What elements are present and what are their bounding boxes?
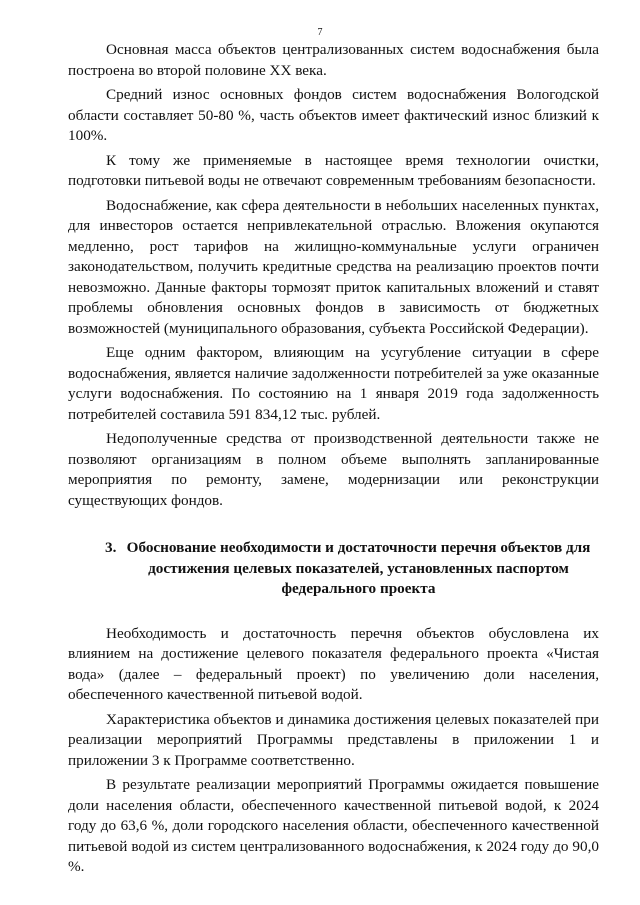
paragraph-consumer-debt: Еще одним фактором, влияющим на усугубление ситуации в сфере водоснабжения, является наличие задолженности потребителей за уже оказанные услуги водоснабжения. По состоянию на 1 января 2019 года задолженность потребителей составила 591 834,12 тыс. рублей. bbox=[68, 344, 599, 423]
paragraph-treatment-technology: К тому же применяемые в настоящее время технологии очистки, подготовки питьевой воды не отвечают современным требованиям безопасности. bbox=[68, 151, 599, 189]
section-title: Обоснование необходимости и достаточности перечня объектов для достижения целевых показателей, установленных паспортом федерального проекта bbox=[126, 539, 591, 597]
paragraph-object-list-rationale: Необходимость и достаточность перечня объектов обусловлена их влиянием на достижение целевого показателя федерального проекта «Чистая вода» (далее – федеральный проект) по увеличению доли населения, обеспеченного качественной питьевой водой. bbox=[68, 624, 599, 703]
paragraph-investment-attractiveness: Водоснабжение, как сфера деятельности в небольших населенных пунктах, для инвесторов остается непривлекательной отраслью. Вложения окупаются медленно, рост тарифов на жилищно-коммунальные услуги ограничен законодательством, получить кредитные средства на реализацию проектов почти невозможно. Данные факторы тормозят приток капитальных вложений и ставят проблемы обновления основных фондов в зависимость от бюджетных возможностей (муниципального образования, субъекта Российской Федерации). bbox=[68, 196, 599, 337]
document-body bbox=[68, 40, 599, 878]
section-heading bbox=[68, 538, 599, 600]
paragraph-lost-revenue: Недополученные средства от производственной деятельности также не позволяют организациям в полном объеме выполнять запланированные мероприятия по ремонту, замене, модернизации или реконструкции существующих фондов. bbox=[68, 430, 599, 509]
paragraph-appendix-reference: Характеристика объектов и динамика достижения целевых показателей при реализации мероприятий Программы представлены в приложении 1 и приложении 3 к Программе соответственно. bbox=[68, 710, 599, 769]
paragraph-wear-level: Средний износ основных фондов систем водоснабжения Вологодской области составляет 50-80 %, часть объектов имеет фактический износ близкий к 100%. bbox=[68, 86, 599, 144]
page-number: 7 bbox=[317, 27, 323, 38]
paragraph-construction-period: Основная масса объектов централизованных систем водоснабжения была построена во второй половине XX века. bbox=[68, 41, 599, 79]
section-number: 3. bbox=[105, 539, 117, 556]
paragraph-expected-results: В результате реализации мероприятий Программы ожидается повышение доли населения области, обеспеченного качественной питьевой водой, к 2024 году до 63,6 %, доли городского населения области, обеспеченного качественной питьевой водой из систем централизованного водоснабжения, к 2024 году до 90,0 %. bbox=[68, 776, 599, 875]
